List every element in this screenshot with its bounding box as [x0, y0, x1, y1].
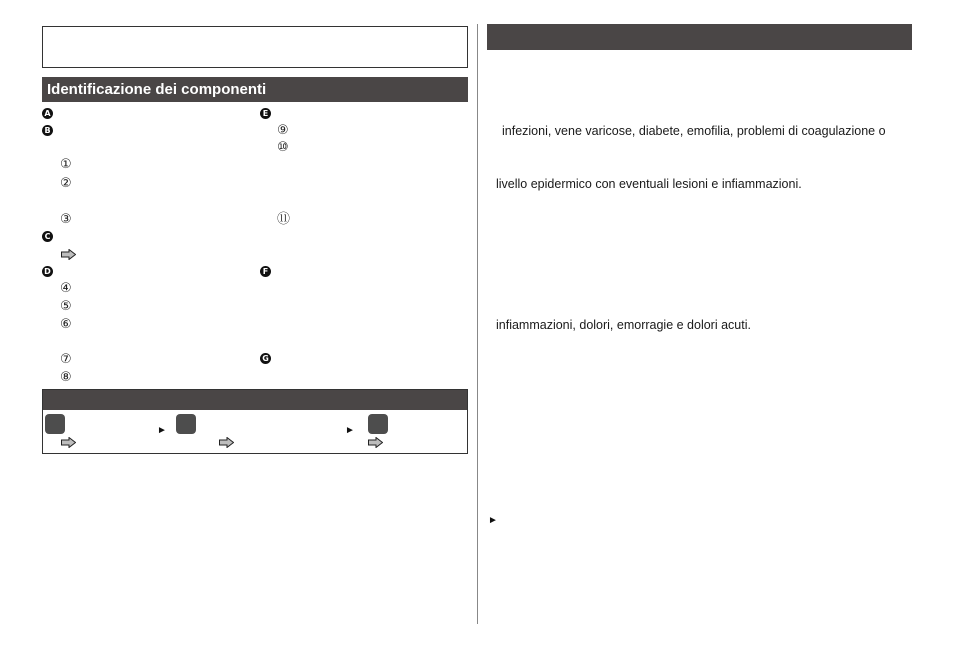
badge-f: F: [260, 266, 271, 277]
number-6: ⑥: [60, 317, 72, 332]
step-1-badge: [45, 414, 65, 434]
step-2-badge: [176, 414, 196, 434]
badge-a: A: [42, 108, 53, 119]
number-11: ⑪: [277, 212, 291, 227]
badge-g: G: [260, 353, 271, 364]
number-8: ⑧: [60, 370, 72, 385]
number-3: ③: [60, 212, 72, 227]
badge-e: E: [260, 108, 271, 119]
badge-d: D: [42, 266, 53, 277]
column-divider: [477, 24, 478, 624]
arrow-right-icon: [219, 437, 234, 448]
play-icon: ►: [488, 515, 498, 526]
text-line-infiammazioni: infiammazioni, dolori, emorragie e dolori acuti.: [496, 318, 751, 332]
number-10: ⑩: [277, 140, 289, 155]
number-4: ④: [60, 281, 72, 296]
arrow-right-icon: [61, 437, 76, 448]
number-9: ⑨: [277, 123, 289, 138]
number-7: ⑦: [60, 352, 72, 367]
steps-header-bar: [43, 390, 467, 410]
text-line-livello-epidermico: livello epidermico con eventuali lesioni e infiammazioni.: [496, 177, 802, 191]
number-1: ①: [60, 157, 72, 172]
right-section-header: [487, 24, 912, 50]
play-icon: ►: [345, 425, 355, 436]
number-2: ②: [60, 176, 72, 191]
number-5: ⑤: [60, 299, 72, 314]
arrow-right-icon: [61, 249, 76, 260]
play-icon: ►: [157, 425, 167, 436]
section-title-identificazione: Identificazione dei componenti: [42, 77, 468, 102]
top-empty-box: [42, 26, 468, 68]
badge-c: C: [42, 231, 53, 242]
arrow-right-icon: [368, 437, 383, 448]
text-line-infezioni: infezioni, vene varicose, diabete, emofilia, problemi di coagulazione o: [502, 124, 886, 138]
step-3-badge: [368, 414, 388, 434]
badge-b: B: [42, 125, 53, 136]
